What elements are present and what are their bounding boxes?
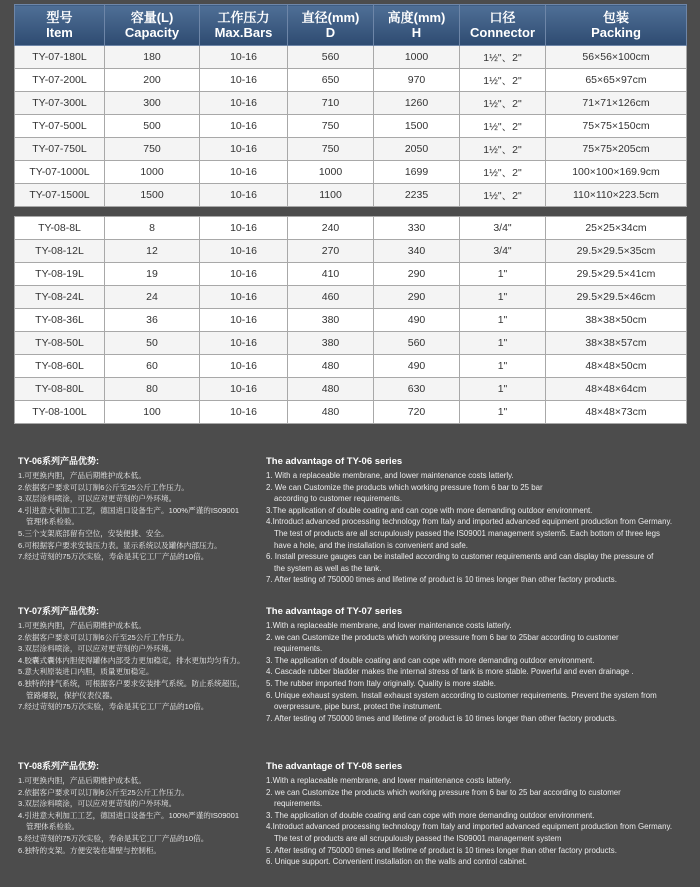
advantage-en-line: 6. Unique support. Convenient installation on the walls and control cabinet. [266, 857, 527, 867]
table-cell: 1½"、2" [460, 115, 546, 138]
table-cell: 29.5×29.5×41cm [546, 263, 687, 286]
table-cell: TY-08-8L [15, 217, 105, 240]
advantages-en-title: The advantage of TY-08 series [266, 761, 403, 772]
advantage-cn-line: 3.双层涂料喷涂，可以应对更苛刻的户外环境。 [18, 799, 177, 809]
table-cell: 48×48×50cm [546, 355, 687, 378]
table-cell: TY-07-750L [15, 138, 105, 161]
column-header [288, 5, 374, 46]
advantage-cn-line: 6.独特的支架。方便安装在墙壁与控制柜。 [18, 845, 162, 855]
table-row [15, 309, 687, 332]
table-cell: 1½"、2" [460, 92, 546, 115]
table-cell: 19 [105, 263, 200, 286]
table-cell: 10-16 [200, 355, 288, 378]
table-row [15, 115, 687, 138]
advantage-en-line: 7. After testing of 750000 times and lifetime of product is 10 times longer than other factory products. [266, 713, 617, 723]
advantages-cn-title: TY-08系列产品优势: [18, 761, 100, 771]
table-cell: 1" [460, 332, 546, 355]
advantage-en-line: 5. The rubber imported from Italy originally. Quality is more stable. [266, 678, 496, 688]
advantage-en-line: 3.The application of double coating and can cope with more demanding outdoor environment. [266, 505, 593, 515]
table-cell: 10-16 [200, 184, 288, 207]
table-cell: TY-07-1500L [15, 184, 105, 207]
table-cell: 180 [105, 46, 200, 69]
column-header-en: H [411, 25, 422, 40]
table-cell: 1" [460, 401, 546, 424]
table-cell: 29.5×29.5×35cm [546, 240, 687, 263]
advantage-cn-line: 7.经过苛刻的75万次实验，寿命是其它工厂产品的10倍。 [18, 552, 209, 562]
advantage-cn-line: 管理体系检验。 [26, 822, 80, 832]
table-cell: 290 [374, 263, 460, 286]
table-header-row [15, 5, 687, 46]
table-cell: 60 [105, 355, 200, 378]
advantage-cn-line: 6.独特的排气系统，可根据客户要求安装排气系统。防止系统超压， [18, 678, 245, 688]
table-cell: TY-07-200L [15, 69, 105, 92]
table-cell: 1699 [374, 161, 460, 184]
advantage-en-line: The test of products are all scrupulously passed the IS09001 management system [274, 833, 562, 843]
table-row [15, 286, 687, 309]
table-cell: 100 [105, 401, 200, 424]
table-cell: 100×100×169.9cm [546, 161, 687, 184]
table-cell: 300 [105, 92, 200, 115]
table-cell: 3/4" [460, 240, 546, 263]
table-cell: 480 [288, 401, 374, 424]
table-cell: 10-16 [200, 378, 288, 401]
table-cell: 10-16 [200, 138, 288, 161]
advantage-en-line: 1. With a replaceable membrane, and lower maintenance costs latterly. [266, 471, 514, 480]
table-cell: 10-16 [200, 46, 288, 69]
column-header-en: Max.Bars [214, 25, 273, 40]
table-cell: 240 [288, 217, 374, 240]
table-cell: 1" [460, 286, 546, 309]
table-cell: 1500 [374, 115, 460, 138]
column-header-cn: 工作压力 [217, 10, 270, 25]
table-cell: 500 [105, 115, 200, 138]
table-cell: 2235 [374, 184, 460, 207]
advantage-cn-line: 4.引进意大利加工工艺，德国进口设备生产。100%严谨的IS09001 [18, 505, 240, 515]
table-cell: 490 [374, 309, 460, 332]
table-cell: 1000 [288, 161, 374, 184]
table-cell: 380 [288, 332, 374, 355]
column-header [105, 5, 200, 46]
advantage-cn-line: 4.胶囊式囊体内胆使得罐体内部受力更加稳定，排水更加均匀有力。 [18, 655, 245, 665]
advantage-cn-line: 管理体系检验。 [26, 517, 80, 527]
advantage-en-line: 1.With a replaceable membrane, and lower maintenance costs latterly. [266, 776, 512, 785]
advantages-en-title: The advantage of TY-06 series [266, 456, 403, 467]
table-cell: TY-08-50L [15, 332, 105, 355]
advantages-cn [18, 455, 258, 563]
advantage-en-line: overpressure, pipe burst, protect the instrument. [274, 702, 442, 712]
column-header-cn: 容量(L) [130, 10, 174, 25]
table-cell: 80 [105, 378, 200, 401]
advantage-cn-line: 2.依据客户要求可以订制6公斤至25公斤工作压力。 [18, 787, 189, 797]
table-row [15, 46, 687, 69]
table-cell: 1½"、2" [460, 184, 546, 207]
table-cell: 290 [374, 286, 460, 309]
table-cell: 340 [374, 240, 460, 263]
table-cell: 970 [374, 69, 460, 92]
spec-table-ty08 [14, 216, 687, 424]
table-row [15, 240, 687, 263]
table-cell: 65×65×97cm [546, 69, 687, 92]
advantage-cn-line: 2.依据客户要求可以订制6公斤至25公斤工作压力。 [18, 632, 189, 642]
table-cell: 720 [374, 401, 460, 424]
advantage-en-line: 6. Install pressure gauges can be installed according to customer requirements and can display the pressure of [266, 552, 654, 562]
table-cell: 12 [105, 240, 200, 263]
table-row [15, 161, 687, 184]
advantage-en-line: 4.Introduct advanced processing technology from Italy and imported advanced equipment production from Germany. [266, 517, 673, 527]
advantage-en-line: have a hole, and the installation is convenient and safe. [274, 540, 468, 550]
table-cell: 750 [105, 138, 200, 161]
table-row [15, 263, 687, 286]
table-cell: 110×110×223.5cm [546, 184, 687, 207]
table-cell: 1½"、2" [460, 46, 546, 69]
column-header-cn: 口径 [489, 10, 516, 25]
advantages-cn-title: TY-07系列产品优势: [18, 606, 100, 616]
column-header [200, 5, 288, 46]
advantages-en [266, 455, 694, 586]
table-cell: 48×48×73cm [546, 401, 687, 424]
table-cell: 1000 [105, 161, 200, 184]
column-header-en: Item [46, 25, 73, 40]
column-header-en: Connector [470, 25, 535, 40]
table-cell: 10-16 [200, 286, 288, 309]
table-cell: 200 [105, 69, 200, 92]
advantages-en [266, 760, 694, 868]
table-cell: 10-16 [200, 115, 288, 138]
table-cell: 1260 [374, 92, 460, 115]
table-cell: 1100 [288, 184, 374, 207]
table-cell: TY-08-80L [15, 378, 105, 401]
table-cell: 1" [460, 378, 546, 401]
advantages-cn-title: TY-06系列产品优势: [18, 456, 100, 466]
table-row [15, 378, 687, 401]
table-cell: 650 [288, 69, 374, 92]
table-cell: 8 [105, 217, 200, 240]
table-cell: 490 [374, 355, 460, 378]
table-row [15, 332, 687, 355]
table-cell: 10-16 [200, 309, 288, 332]
advantage-cn-line: 7.经过苛刻的75万次实验，寿命是其它工厂产品的10倍。 [18, 702, 209, 712]
advantage-en-line: requirements. [274, 644, 323, 654]
advantage-en-line: requirements. [274, 799, 323, 809]
advantage-cn-line: 3.双层涂料喷涂，可以应对更苛刻的户外环境。 [18, 494, 177, 504]
table-cell: 630 [374, 378, 460, 401]
table-cell: 10-16 [200, 69, 288, 92]
advantage-en-line: 2. We can Customize the products which working pressure from 6 bar to 25 bar [266, 482, 543, 492]
table-cell: 410 [288, 263, 374, 286]
table-cell: 380 [288, 309, 374, 332]
table-cell: 2050 [374, 138, 460, 161]
advantage-cn-line: 5.经过苛刻的75万次实验，寿命是其它工厂产品的10倍。 [18, 833, 209, 843]
table-cell: 25×25×34cm [546, 217, 687, 240]
table-row [15, 401, 687, 424]
advantage-en-line: 3. The application of double coating and can cope with more demanding outdoor environment. [266, 655, 595, 665]
table-cell: 56×56×100cm [546, 46, 687, 69]
table-cell: TY-08-24L [15, 286, 105, 309]
table-cell: 38×38×57cm [546, 332, 687, 355]
table-divider [14, 208, 686, 216]
table-row [15, 355, 687, 378]
table-cell: 10-16 [200, 332, 288, 355]
advantage-en-line: 4. Cascade rubber bladder makes the internal stress of tank is more stable. Powerful and even drainage . [266, 667, 634, 677]
table-cell: 1000 [374, 46, 460, 69]
table-cell: 29.5×29.5×46cm [546, 286, 687, 309]
column-header-cn: 包装 [602, 10, 629, 25]
advantage-en-line: 7. After testing of 750000 times and lifetime of product is 10 times longer than other factory products. [266, 575, 617, 585]
advantages-cn [18, 605, 258, 713]
column-header-cn: 直径(mm) [301, 10, 360, 25]
table-cell: 560 [374, 332, 460, 355]
table-cell: 10-16 [200, 240, 288, 263]
column-header-en: Packing [591, 25, 641, 40]
table-cell: 10-16 [200, 161, 288, 184]
table-cell: 560 [288, 46, 374, 69]
table-cell: 1" [460, 355, 546, 378]
table-cell: 330 [374, 217, 460, 240]
table-cell: 10-16 [200, 263, 288, 286]
advantage-cn-line: 1.可更换内胆，产品后期维护成本低。 [18, 621, 146, 630]
table-cell: 10-16 [200, 401, 288, 424]
column-header-en: Capacity [124, 25, 180, 40]
advantage-en-line: 2. we can Customize the products which working pressure from 6 bar to 25bar according to customer [266, 632, 619, 642]
advantage-cn-line: 1.可更换内胆，产品后期维护成本低。 [18, 471, 146, 480]
table-cell: 3/4" [460, 217, 546, 240]
advantages-en-title: The advantage of TY-07 series [266, 606, 403, 617]
advantage-cn-line: 5.三个支架底部留有空位，安装便捷、安全。 [18, 528, 169, 538]
advantage-cn-line: 1.可更换内胆，产品后期维护成本低。 [18, 776, 146, 785]
advantage-en-line: 1.With a replaceable membrane, and lower maintenance costs latterly. [266, 621, 512, 630]
table-cell: 710 [288, 92, 374, 115]
table-cell: TY-07-300L [15, 92, 105, 115]
table-cell: 1" [460, 263, 546, 286]
table-cell: 750 [288, 115, 374, 138]
column-header [546, 5, 687, 46]
table-cell: 48×48×64cm [546, 378, 687, 401]
advantage-en-line: The test of products are all scrupulously passed the IS09001 management system5. Each bottom of three legs [274, 528, 660, 538]
table-cell: 750 [288, 138, 374, 161]
table-cell: 75×75×150cm [546, 115, 687, 138]
advantage-cn-line: 2.依据客户要求可以订制6公斤至25公斤工作压力。 [18, 482, 189, 492]
table-cell: TY-08-100L [15, 401, 105, 424]
advantage-cn-line: 管路爆裂，保护仪表仪器。 [26, 690, 118, 700]
table-cell: 1½"、2" [460, 138, 546, 161]
table-cell: 10-16 [200, 217, 288, 240]
advantages-en [266, 605, 694, 724]
column-header [15, 5, 105, 46]
advantage-cn-line: 3.双层涂料喷涂，可以应对更苛刻的户外环境。 [18, 644, 177, 654]
column-header-en: D [325, 25, 336, 40]
advantage-cn-line: 6.可根据客户要求安装压力表。显示系统以及罐体内部压力。 [18, 540, 222, 550]
table-cell: 1" [460, 309, 546, 332]
advantages-cn [18, 760, 258, 856]
table-cell: 460 [288, 286, 374, 309]
table-row [15, 184, 687, 207]
advantage-en-line: 3. The application of double coating and can cope with more demanding outdoor environment. [266, 810, 595, 820]
table-cell: 50 [105, 332, 200, 355]
table-row [15, 69, 687, 92]
spec-table-ty07 [14, 4, 687, 207]
advantage-en-line: 4.Introduct advanced processing technology from Italy and imported advanced equipment production from Germany. [266, 822, 673, 832]
table-cell: TY-08-19L [15, 263, 105, 286]
advantage-en-line: 6. Unique exhaust system. Install exhaust system according to customer requirements. Prevent the system from [266, 690, 657, 700]
table-cell: 24 [105, 286, 200, 309]
advantage-en-line: according to customer requirements. [274, 494, 403, 504]
table-row [15, 217, 687, 240]
table-cell: 38×38×50cm [546, 309, 687, 332]
table-cell: TY-07-500L [15, 115, 105, 138]
table-cell: 71×71×126cm [546, 92, 687, 115]
table-row [15, 138, 687, 161]
table-cell: 1½"、2" [460, 161, 546, 184]
column-header [460, 5, 546, 46]
table-cell: 1½"、2" [460, 69, 546, 92]
table-cell: 75×75×205cm [546, 138, 687, 161]
table-cell: 480 [288, 355, 374, 378]
table-cell: TY-08-36L [15, 309, 105, 332]
table-cell: 270 [288, 240, 374, 263]
table-cell: TY-08-60L [15, 355, 105, 378]
table-cell: 10-16 [200, 92, 288, 115]
column-header-cn: 高度(mm) [387, 10, 446, 25]
table-cell: TY-07-1000L [15, 161, 105, 184]
table-cell: 1500 [105, 184, 200, 207]
advantage-en-line: the system as well as the tank. [274, 563, 382, 573]
table-cell: TY-08-12L [15, 240, 105, 263]
advantage-cn-line: 4.引进意大利加工工艺，德国进口设备生产。100%严谨的IS09001 [18, 810, 240, 820]
advantage-en-line: 2. we can Customize the products which working pressure from 6 bar to 25 bar according to customer [266, 787, 621, 797]
table-cell: 480 [288, 378, 374, 401]
table-cell: TY-07-180L [15, 46, 105, 69]
column-header [374, 5, 460, 46]
table-row [15, 92, 687, 115]
table-cell: 36 [105, 309, 200, 332]
advantage-cn-line: 5.意大利原装进口内胆，质量更加稳定。 [18, 667, 154, 677]
advantage-en-line: 5. After testing of 750000 times and lifetime of product is 10 times longer than other factory products. [266, 845, 617, 855]
column-header-cn: 型号 [46, 10, 73, 25]
